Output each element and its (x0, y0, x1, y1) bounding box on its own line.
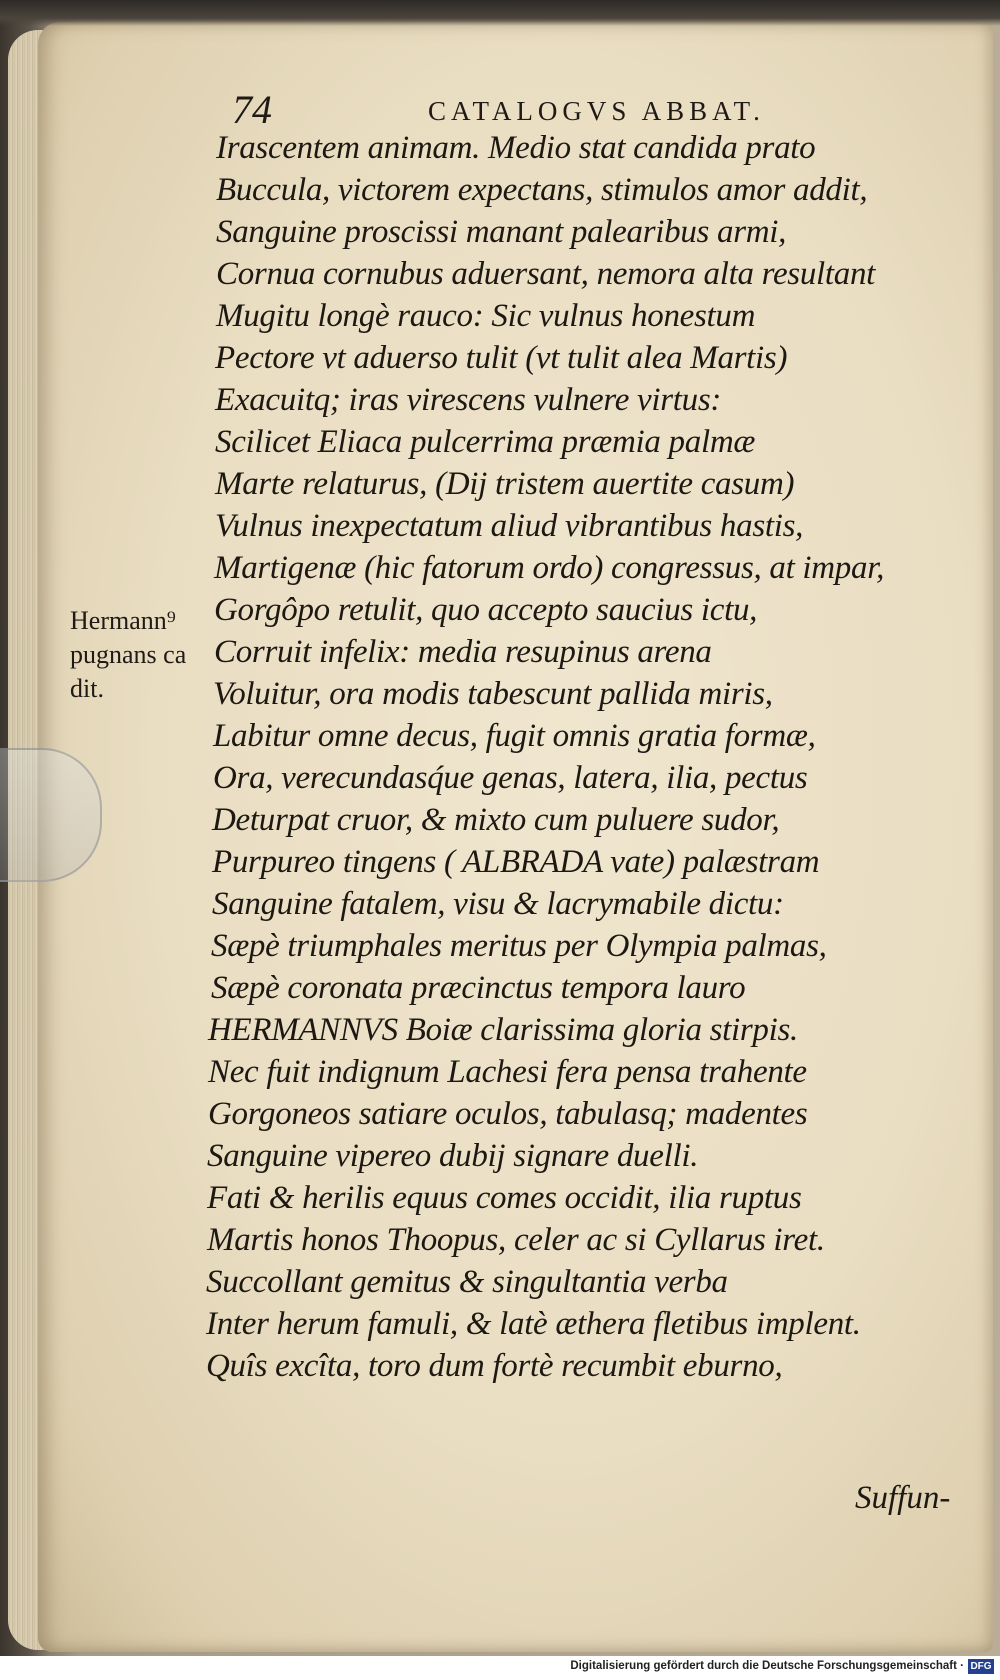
verse-line: Vulnus inexpectatum aliud vibrantibus hastis, (215, 508, 804, 544)
verse-line: Fati & herilis equus comes occidit, ilia ruptus (207, 1180, 802, 1216)
verse-line: Buccula, victorem expectans, stimulos amor addit, (216, 172, 868, 208)
verse-line: Mugitu longè rauco: Sic vulnus honestum (216, 298, 756, 334)
footer-bar (0, 1656, 1000, 1680)
verse-line: Labitur omne decus, fugit omnis gratia formæ, (213, 718, 816, 754)
margin-note-line: pugnans ca (70, 640, 187, 669)
dfg-logo: DFG (968, 1659, 994, 1674)
verse-line: Succollant gemitus & singultantia verba (206, 1264, 728, 1300)
verse-line: Martis honos Thoopus, celer ac si Cyllarus iret. (207, 1222, 825, 1258)
verse-line: Deturpat cruor, & mixto cum puluere sudor, (212, 802, 780, 838)
page-number: 74 (232, 87, 272, 132)
verse-line: Sæpè triumphales meritus per Olympia palmas, (211, 928, 827, 964)
verse-line: Nec fuit indignum Lachesi fera pensa trahente (208, 1054, 807, 1090)
verse-line: Pectore vt aduerso tulit (vt tulit alea Martis) (215, 340, 788, 376)
verse-line: Gorgoneos satiare oculos, tabulasq; madentes (208, 1096, 808, 1132)
verse-line: Ora, verecundasq́ue genas, latera, ilia, pectus (213, 760, 808, 796)
verse-line: Sæpè coronata præcinctus tempora lauro (211, 970, 746, 1006)
verse-line: Exacuitq; iras virescens vulnere virtus: (215, 382, 722, 418)
verse-line: Corruit infelix: media resupinus arena (214, 634, 712, 670)
verse-line: Quîs excîta, toro dum fortè recumbit eburno, (206, 1348, 783, 1384)
verse-line: Voluitur, ora modis tabescunt pallida miris, (213, 676, 773, 712)
catchword: Suffun- (855, 1480, 951, 1516)
verse-line: Sanguine proscissi manant palearibus armi, (216, 214, 787, 250)
verse-line: Sanguine fatalem, visu & lacrymabile dictu: (212, 886, 784, 922)
verse-line: Scilicet Eliaca pulcerrima præmia palmæ (215, 424, 756, 460)
margin-note-line: Hermann⁹ (70, 606, 176, 635)
footer-credit: Digitalisierung gefördert durch die Deutsche Forschungsgemeinschaft · (570, 1660, 964, 1672)
margin-note-line: dit. (70, 674, 104, 703)
verse-line: HERMANNVS Boiæ clarissima gloria stirpis. (208, 1012, 798, 1048)
verse-line: Inter herum famuli, & latè æthera fletibus implent. (206, 1306, 861, 1342)
verse-line: Cornua cornubus aduersant, nemora alta resultant (216, 256, 876, 292)
running-title: CATALOGVS ABBAT. (428, 96, 765, 126)
verse-line: Martigenæ (hic fatorum ordo) congressus, at impar, (214, 550, 885, 586)
verse-line: Gorgôpo retulit, quo accepto saucius ictu, (214, 592, 758, 628)
verse-line: Irascentem animam. Medio stat candida prato (216, 130, 816, 166)
verse-line: Sanguine vipereo dubij signare duelli. (207, 1138, 699, 1174)
verse-line: Marte relaturus, (Dij tristem auertite casum) (215, 466, 795, 502)
verse-line: Purpureo tingens ( ALBRADA vate) palæstram (212, 844, 820, 880)
